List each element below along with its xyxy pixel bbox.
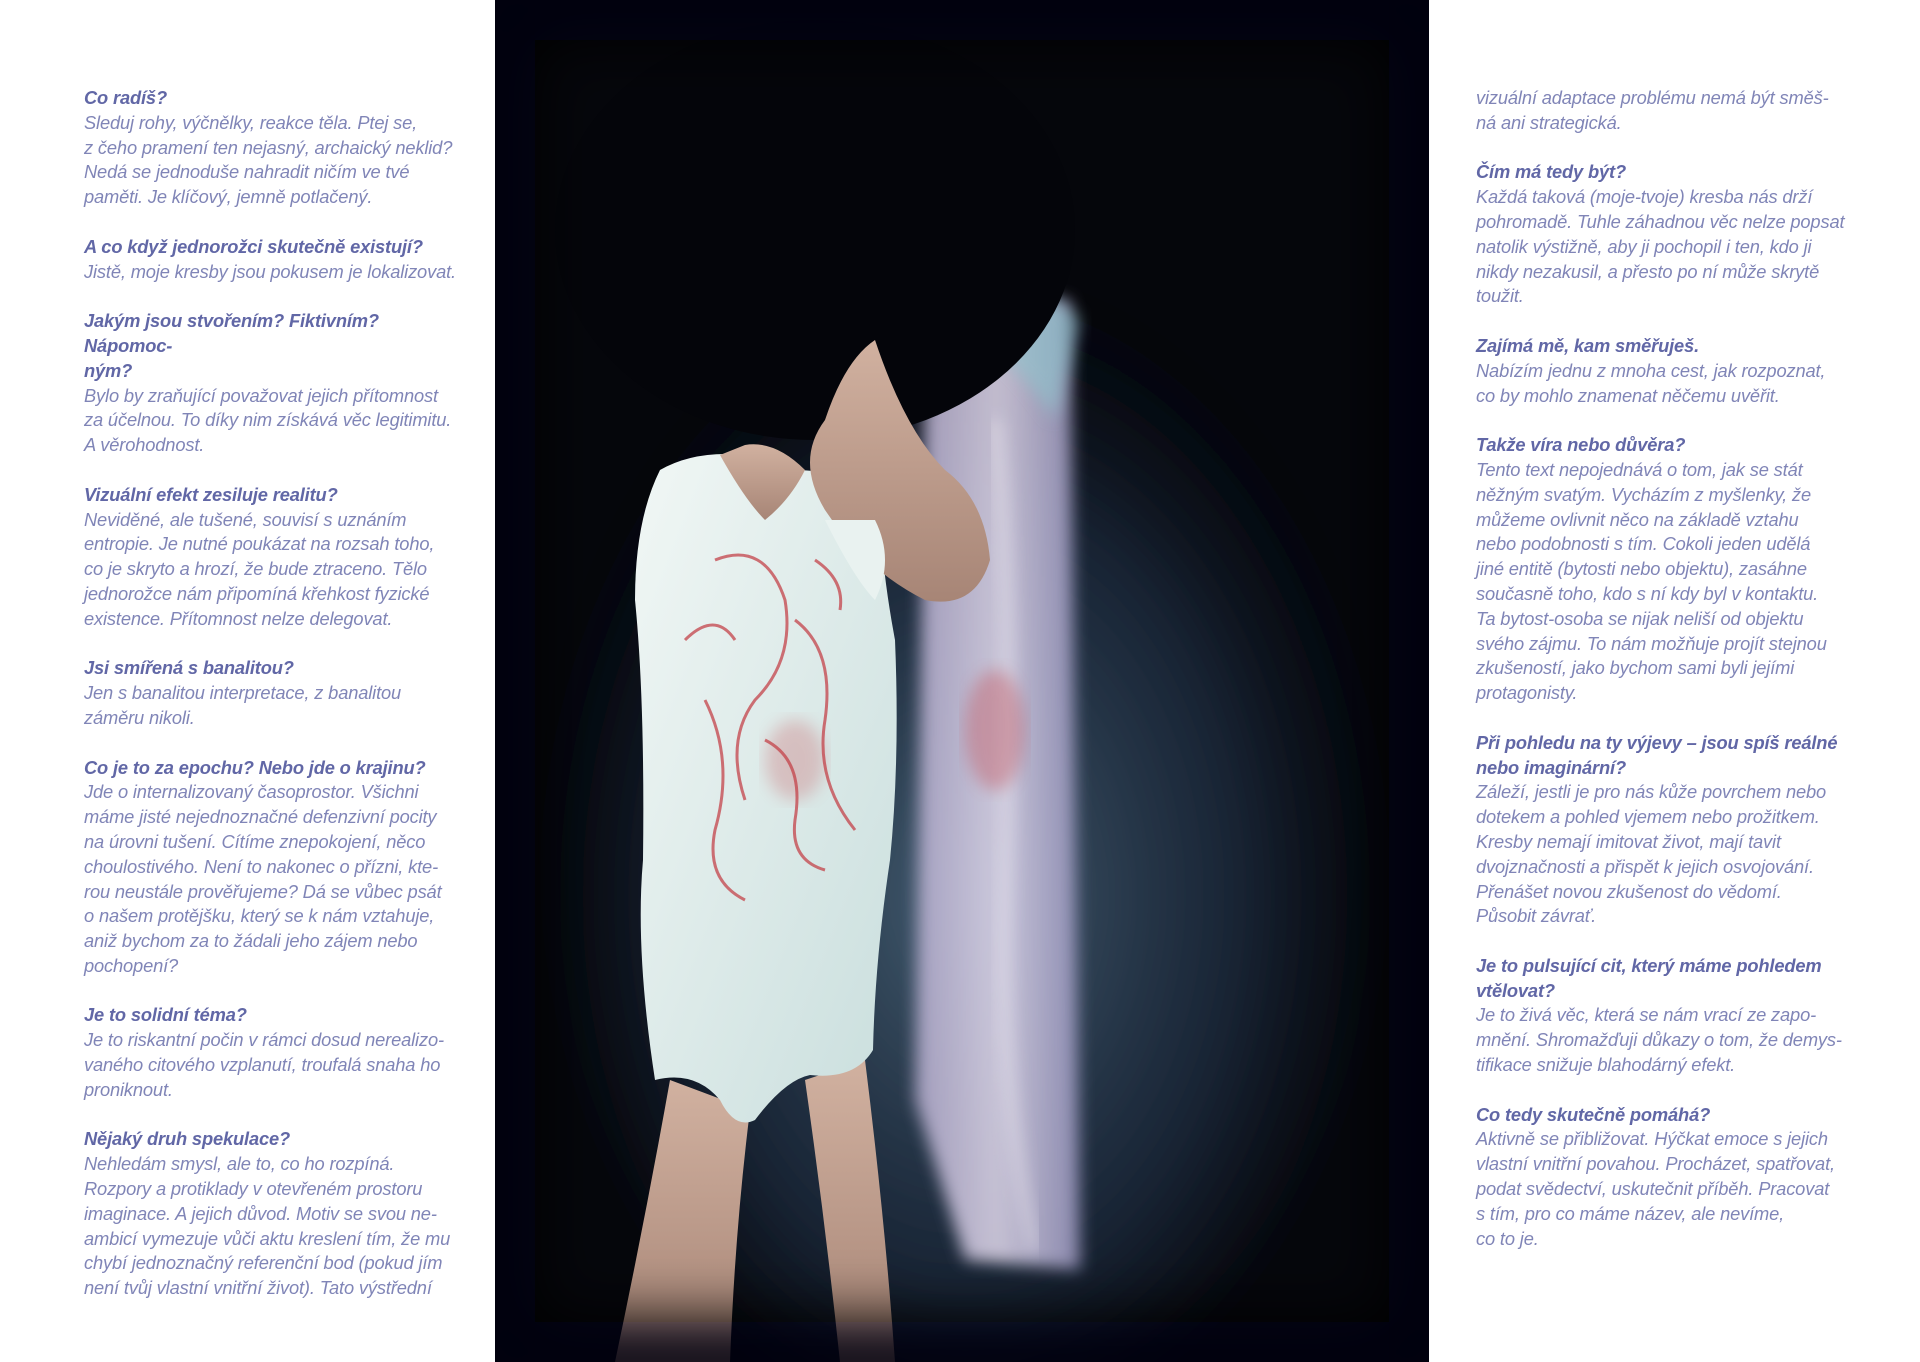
question: Nějaký druh spekulace? [84, 1128, 291, 1150]
qa-block [84, 1127, 464, 1301]
answer: Každá taková (moje-tvoje) kresba nás drží pohromadě. Tuhle záhadnou věc nelze popsat natolik výstižně, aby ji pochopil i ten, kdo ji nikdy nezakusil, a přesto po ní může skrytě toužit. [1476, 186, 1845, 307]
right-text-column [1476, 86, 1856, 1276]
question: A co když jednorožci skutečně existují? [84, 235, 423, 257]
qa-block [1476, 433, 1856, 706]
answer: Sleduj rohy, výčnělky, reakce těla. Ptej se, z čeho pramení ten nejasný, archaický neklid? Nedá se jednoduše nahradit ničím ve tvé paměti. Je klíčový, jemně potlačený. [84, 111, 453, 208]
question: Čím má tedy být? [1476, 161, 1626, 183]
question: Při pohledu na ty výjevy – jsou spíš reálné nebo imaginární? [1476, 731, 1838, 778]
qa-block [84, 86, 464, 210]
answer: Bylo by zraňující považovat jejich přítomnost za účelnou. To díky nim získává věc legitimitu. A věrohodnost. [84, 384, 452, 456]
qa-block [84, 483, 464, 632]
qa-block [84, 756, 464, 979]
answer: Jde o internalizovaný časoprostor. Všichni máme jisté nejednoznačné defenzivní pocity na úrovni tušení. Cítíme znepokojení, něco choulostivého. Není to nakonec o přízni, kte- rou neustále prověřujeme? Dá se vůbec psát o našem protějšku, který se k nám vztahuje, aniž bychom za to žádali jeho zájem nebo pochopení? [84, 781, 442, 976]
answer: Neviděné, ale tušené, souvisí s uznáním entropie. Je nutné poukázat na rozsah toho, co je skryto a hrozí, že bude ztraceno. Tělo jednorožce nám připomíná křehkost fyzické existence. Přítomnost nelze delegovat. [84, 508, 435, 629]
qa-block [1476, 1103, 1856, 1252]
red-smudge-suit [765, 720, 825, 800]
qa-block [84, 656, 464, 730]
question: Takže víra nebo důvěra? [1476, 434, 1686, 456]
qa-block [1476, 160, 1856, 309]
question: Co je to za epochu? Nebo jde o krajinu? [84, 756, 426, 778]
left-text-column [84, 86, 464, 1326]
question: Je to pulsující cit, který máme pohledem vtělovat? [1476, 954, 1822, 1001]
answer: Jistě, moje kresby jsou pokusem je lokalizovat. [84, 260, 456, 282]
answer: Aktivně se přibližovat. Hýčkat emoce s jejich vlastní vnitřní povahou. Procházet, spatřovat, podat svědectví, uskutečnit příběh. Pracovat s tím, pro co máme název, ale nevíme, co to je. [1476, 1128, 1835, 1249]
question: Je to solidní téma? [84, 1004, 247, 1026]
question: Co tedy skutečně pomáhá? [1476, 1103, 1711, 1125]
qa-block [84, 235, 464, 285]
question: Jakým jsou stvořením? Fiktivním? Nápomoc- ným? [84, 310, 379, 381]
answer: Nehledám smysl, ale to, co ho rozpíná. Rozpory a protiklady v otevřeném prostoru imaginace. A jejich důvod. Motiv se svou ne- ambicí vymezuje vůči aktu kreslení tím, že mu chybí jednoznačný referenční bod (pokud jím není tvůj vlastní vnitřní život). Tato výstřední [84, 1153, 451, 1299]
question: Zajímá mě, kam směřuješ. [1476, 334, 1700, 356]
answer: Je to riskantní počin v rámci dosud nerealizo- vaného citového vzplanutí, troufalá snaha ho proniknout. [84, 1029, 444, 1100]
dark-head-shadow [555, 20, 1075, 440]
answer: Tento text nepojednává o tom, jak se stát něžným svatým. Vycházím z myšlenky, že můžeme ovlivnit něco na základě vztahu nebo podobnosti s tím. Cokoli jeden udělá jiné entitě (bytosti nebo objektu), zasáhne současně toho, kdo s ní kdy byl v kontaktu. Ta bytost-osoba se nijak neliší od objektu svého zájmu. To nám možňuje projít stejnou zkušeností, jako bychom sami byli jejími protagonisty. [1476, 458, 1827, 704]
answer: Záleží, jestli je pro nás kůže povrchem nebo dotekem a pohled vjemem nebo prožitkem. Kresby nemají imitovat život, mají tavit dvojznačnosti a přispět k jejich osvojování. Přenášet novou zkušenost do vědomí. Působit závrať. [1476, 781, 1827, 927]
qa-block-continuation [1476, 86, 1856, 136]
qa-block [1476, 731, 1856, 929]
question: Co radíš? [84, 87, 167, 108]
red-smudge-fabric [965, 670, 1025, 790]
answer-continuation: vizuální adaptace problému nemá být směš- ná ani strategická. [1476, 87, 1829, 133]
qa-block [1476, 334, 1856, 408]
answer: Je to živá věc, která se nám vrací ze zapo- mnění. Shromažďuji důkazy o tom, že demys- tifikace snižuje blahodárný efekt. [1476, 1004, 1842, 1076]
answer: Jen s banalitou interpretace, z banalitou záměru nikoli. [84, 682, 402, 728]
qa-block [84, 309, 464, 458]
qa-block [1476, 954, 1856, 1078]
answer: Nabízím jednu z mnoha cest, jak rozpoznat, co by mohlo znamenat něčemu uvěřit. [1476, 359, 1826, 406]
question: Jsi smířená s banalitou? [84, 657, 294, 679]
qa-block [84, 1003, 464, 1102]
center-photograph [495, 0, 1429, 1362]
question: Vizuální efekt zesiluje realitu? [84, 483, 338, 505]
photo-illustration [495, 0, 1429, 1362]
